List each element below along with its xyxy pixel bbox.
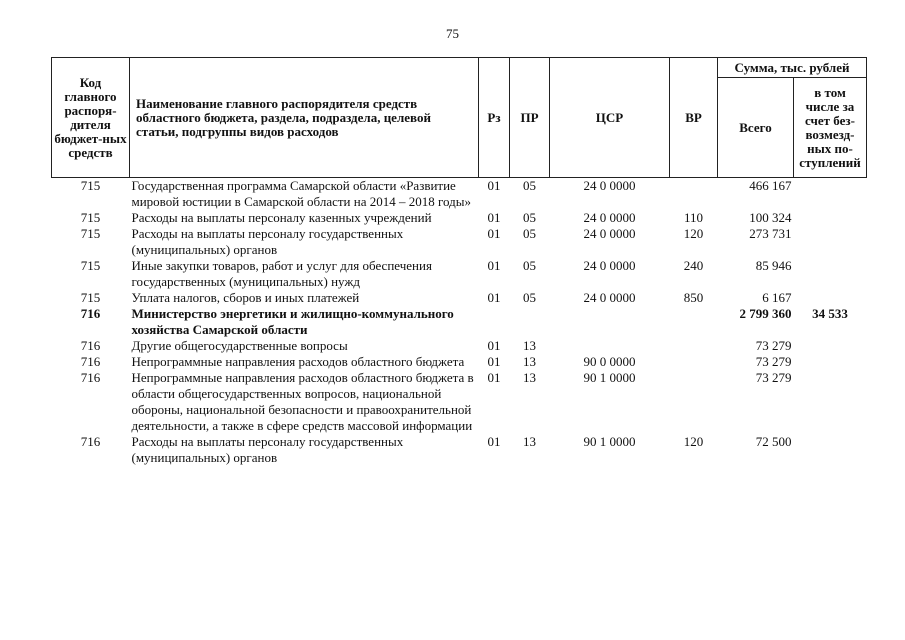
row-name: Другие общегосударственные вопросы xyxy=(131,338,348,353)
table-row xyxy=(52,370,867,434)
row-total: 100 324 xyxy=(749,210,792,225)
row-name: Министерство энергетики и жилищно-коммунального хозяйства Самарской области xyxy=(131,306,454,337)
row-pr: 05 xyxy=(523,210,536,225)
row-csr xyxy=(550,306,670,338)
row-pr: 05 xyxy=(523,226,536,241)
header-sum: Сумма, тыс. рублей xyxy=(718,58,867,78)
row-name: Расходы на выплаты персоналу государственных (муниципальных) органов xyxy=(131,434,404,465)
row-total: 2 799 360 xyxy=(739,306,792,321)
row-pr: 05 xyxy=(523,258,536,273)
row-code: 716 xyxy=(80,338,101,353)
row-rz: 01 xyxy=(487,258,501,273)
row-code: 715 xyxy=(80,258,101,273)
row-code: 715 xyxy=(80,210,101,225)
row-rz: 01 xyxy=(487,210,501,225)
row-total: 72 500 xyxy=(755,434,792,449)
row-csr xyxy=(550,338,670,354)
header-code: Код главного распоря-дителя бюджет-ных средств xyxy=(52,58,130,178)
row-pr: 13 xyxy=(523,354,536,369)
page-number: 75 xyxy=(446,26,459,41)
header-csr: ЦСР xyxy=(550,58,670,178)
header-name: Наименование главного распорядителя средств областного бюджета, раздела, подраздела, целевой статьи, подгруппы видов расходов xyxy=(130,58,479,178)
row-total: 273 731 xyxy=(749,226,792,241)
row-free xyxy=(794,178,867,211)
row-free xyxy=(794,258,867,290)
table-row xyxy=(52,226,867,258)
header-free: в том числе за счет без-возмезд-ных по-ступлений xyxy=(794,78,867,178)
row-vr xyxy=(670,178,718,211)
row-rz: 01 xyxy=(487,434,501,449)
header-pr: ПР xyxy=(510,58,550,178)
row-total: 73 279 xyxy=(755,354,792,369)
row-vr: 110 xyxy=(683,210,704,225)
table-row xyxy=(52,258,867,290)
row-csr: 24 0 0000 xyxy=(583,258,636,273)
header-rz: Рз xyxy=(479,58,510,178)
row-vr xyxy=(670,354,718,370)
row-csr: 90 1 0000 xyxy=(583,434,636,449)
row-free xyxy=(794,434,867,466)
row-vr: 120 xyxy=(683,434,704,449)
header-total: Всего xyxy=(718,78,794,178)
row-code: 715 xyxy=(80,226,101,241)
row-vr: 240 xyxy=(683,258,704,273)
row-csr: 24 0 0000 xyxy=(583,226,636,241)
row-rz: 01 xyxy=(487,290,501,305)
row-name: Непрограммные направления расходов областного бюджета xyxy=(131,354,465,369)
row-rz: 01 xyxy=(487,354,501,369)
row-csr: 90 0 0000 xyxy=(583,354,636,369)
row-total: 85 946 xyxy=(755,258,792,273)
row-code: 716 xyxy=(80,306,101,321)
row-total: 73 279 xyxy=(755,338,792,353)
row-pr: 05 xyxy=(523,178,536,193)
row-free: 34 533 xyxy=(812,306,848,321)
row-total: 73 279 xyxy=(755,370,792,385)
table-row xyxy=(52,178,867,211)
row-pr: 13 xyxy=(523,434,536,449)
table-row xyxy=(52,434,867,466)
row-free xyxy=(794,354,867,370)
row-csr: 24 0 0000 xyxy=(583,290,636,305)
row-pr xyxy=(510,306,550,338)
row-free xyxy=(794,338,867,354)
row-vr xyxy=(670,338,718,354)
row-free xyxy=(794,290,867,306)
row-name: Государственная программа Самарской области «Развитие мировой юстиции в Самарской области на 2014 – 2018 годы» xyxy=(131,178,471,209)
row-free xyxy=(794,370,867,434)
row-vr: 120 xyxy=(683,226,704,241)
row-csr: 90 1 0000 xyxy=(583,370,636,385)
row-code: 716 xyxy=(80,434,101,449)
row-vr xyxy=(670,306,718,338)
row-code: 715 xyxy=(80,290,101,305)
table-row xyxy=(52,210,867,226)
row-name: Расходы на выплаты персоналу государственных (муниципальных) органов xyxy=(131,226,404,257)
row-code: 715 xyxy=(80,178,101,193)
row-free xyxy=(794,210,867,226)
row-name: Иные закупки товаров, работ и услуг для обеспечения государственных (муниципальных) нужд xyxy=(131,258,432,289)
row-rz: 01 xyxy=(487,226,501,241)
row-code: 716 xyxy=(80,370,101,385)
table-row xyxy=(52,338,867,354)
row-code: 716 xyxy=(80,354,101,369)
row-rz: 01 xyxy=(487,178,501,193)
table-row xyxy=(52,354,867,370)
table-row xyxy=(52,290,867,306)
row-free xyxy=(794,226,867,258)
row-vr: 850 xyxy=(683,290,704,305)
row-total: 466 167 xyxy=(749,178,792,193)
row-pr: 05 xyxy=(523,290,536,305)
row-name: Уплата налогов, сборов и иных платежей xyxy=(131,290,360,305)
row-csr: 24 0 0000 xyxy=(583,178,636,193)
row-rz: 01 xyxy=(487,338,501,353)
header-vr: ВР xyxy=(670,58,718,178)
row-total: 6 167 xyxy=(762,290,792,305)
row-csr: 24 0 0000 xyxy=(583,210,636,225)
row-vr xyxy=(670,370,718,434)
row-name: Расходы на выплаты персоналу казенных учреждений xyxy=(131,210,432,225)
row-pr: 13 xyxy=(523,370,536,385)
row-name: Непрограммные направления расходов областного бюджета в области общегосударственных вопросов, национальной обороны, национальной безопасности и правоохранительной деятельности, а также в сфере средств массовой информации xyxy=(131,370,474,433)
row-pr: 13 xyxy=(523,338,536,353)
budget-table xyxy=(51,57,867,466)
row-rz xyxy=(479,306,510,338)
row-rz: 01 xyxy=(487,370,501,385)
table-row xyxy=(52,306,867,338)
